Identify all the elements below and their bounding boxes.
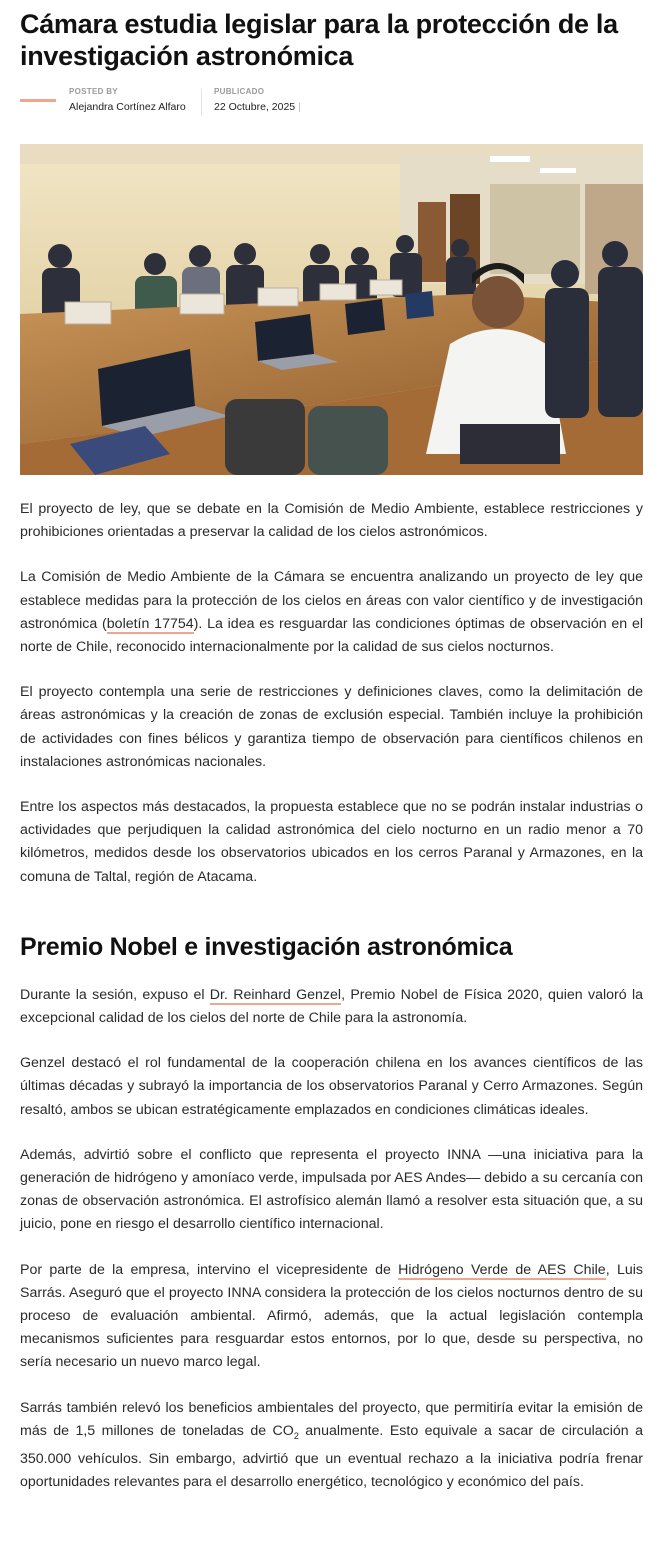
- paragraph: Entre los aspectos más destacados, la propuesta establece que no se podrán instalar industrias o actividades que perjudiquen la calidad astronómica del cielo nocturno en un radio menor a 70 kilómetros, medidos desde los observatorios ubicados en los cerros Paranal y Armazones, en la comuna de Taltal, región de Atacama.: [20, 799, 643, 885]
- posted-by-label: POSTED BY: [69, 87, 118, 96]
- paragraph: El proyecto contempla una serie de restricciones y definiciones claves, como la delimitación de áreas astronómicas y la creación de zonas de exclusión especial. También incluye la prohibición de actividades con fines bélicos y garantiza tiempo de observación para científicos chilenos en instalaciones astronómicas nacionales.: [20, 684, 643, 770]
- genzel-link[interactable]: Dr. Reinhard Genzel: [209, 986, 342, 1003]
- article: [20, 0, 643, 1494]
- paragraph: El proyecto de ley, que se debate en la Comisión de Medio Ambiente, establece restricciones y prohibiciones orientadas a preservar la calidad de los cielos astronómicos.: [20, 501, 643, 541]
- paragraph: Genzel destacó el rol fundamental de la cooperación chilena en los avances científicos de las últimas décadas y subrayó la importancia de los observatorios Paranal y Cerro Armazones. Según resaltó, ambos se ubican estratégicamente emplazados en condiciones climáticas ideales.: [20, 1055, 643, 1118]
- paragraph: Sarrás también relevó los beneficios ambientales del proyecto, que permitiría evitar la emisión de más de 1,5 millones de toneladas de $CO_2$ anualmente. Esto equivale a sacar de circulación a 350.000 vehículos. Sin embargo, advirtió que un eventual rechazo a la iniciativa podría frenar oportunidades relevantes para el desarrollo energético, tecnológico y económico del país.: [20, 1399, 643, 1491]
- paragraph: Durante la sesión, expuso el Dr. Reinhard Genzel, Premio Nobel de Física 2020, quien valoró la excepcional calidad de los cielos del norte de Chile para la astronomía.: [20, 986, 643, 1027]
- meta-accent-bar: [20, 99, 56, 102]
- article-title: Cámara estudia legislar para la protección de la investigación astronómica: [20, 9, 618, 71]
- paragraph: Además, advirtió sobre el conflicto que representa el proyecto INNA —una iniciativa para la generación de hidrógeno y amoníaco verde, impulsada por AES Andes— debido a su cercanía con zonas de observación astronómica. El astrofísico alemán llamó a resolver esta situación que, a su juicio, pone en riesgo el desarrollo científico internacional.: [20, 1146, 643, 1233]
- article-body: [20, 498, 643, 1494]
- author-link[interactable]: Alejandra Cortínez Alfaro: [69, 101, 186, 113]
- boletin-link[interactable]: boletín 17754: [106, 615, 194, 632]
- aes-chile-link[interactable]: Hidrógeno Verde de AES Chile: [398, 1261, 606, 1278]
- meta-divider: [201, 89, 202, 116]
- publish-date: 22 Octubre, 2025 |: [214, 101, 301, 113]
- paragraph: Por parte de la empresa, intervino el vicepresidente de Hidrógeno Verde de AES Chile, Luis Sarrás. Aseguró que el proyecto INNA considera la protección de los cielos nocturnos dentro de su proceso de evaluación ambiental. Afirmó, además, que la actual legislación contempla mecanismos suficientes para resguardar estos entornos, por lo que, desde su perspectiva, no sería necesario un nuevo marco legal.: [20, 1261, 643, 1371]
- section-heading: Premio Nobel e investigación astronómica: [20, 932, 513, 961]
- article-meta: [20, 87, 643, 127]
- author-block: [69, 87, 186, 114]
- date-block: [214, 87, 301, 114]
- published-label: PUBLICADO: [214, 87, 265, 96]
- paragraph: La Comisión de Medio Ambiente de la Cámara se encuentra analizando un proyecto de ley que establece medidas para la protección de los cielos en áreas con valor científico y de investigación astronómica (boletín 17754). La idea es resguardar las condiciones óptimas de observación en el norte de Chile, reconocido internacionalmente por la calidad de sus cielos nocturnos.: [20, 569, 643, 656]
- hero-photo: [20, 144, 643, 475]
